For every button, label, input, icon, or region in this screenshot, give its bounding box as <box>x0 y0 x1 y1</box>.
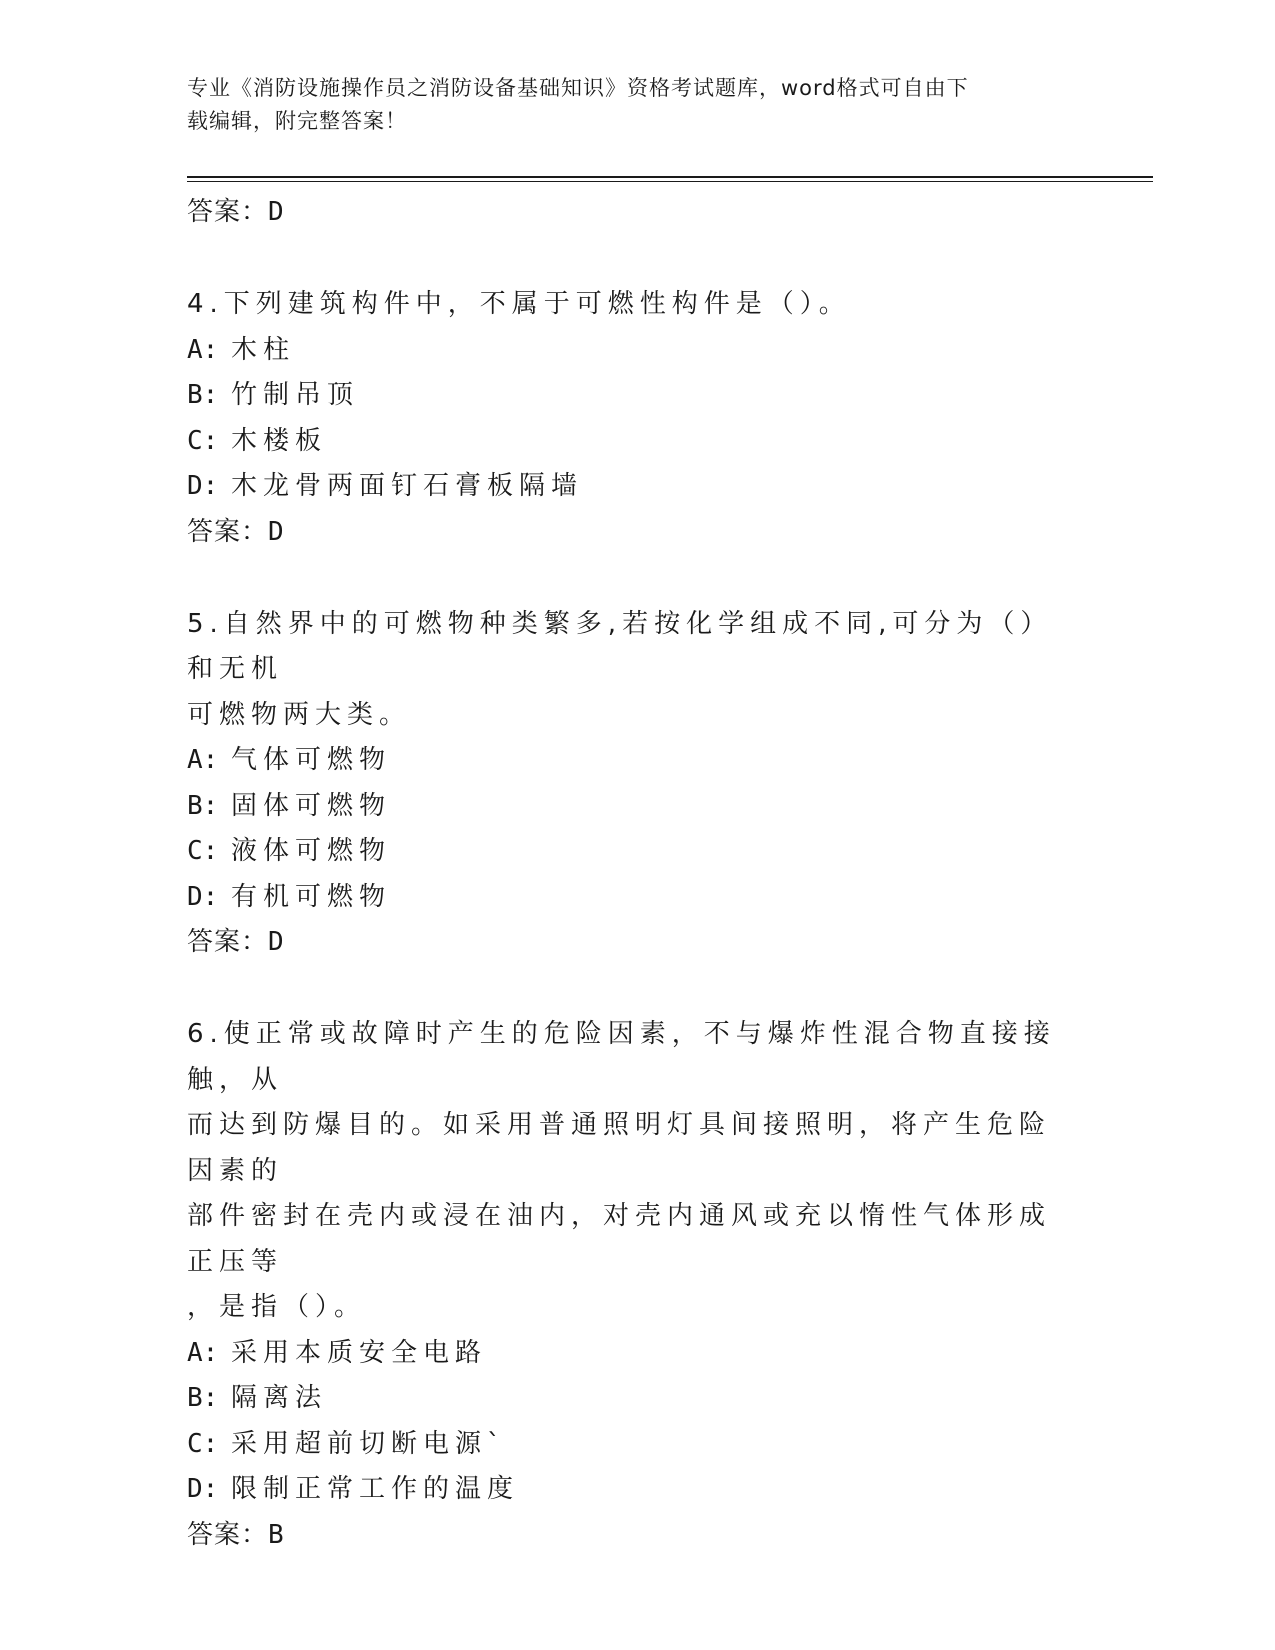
option-c <box>187 1422 1067 1468</box>
option-key: B: <box>187 1383 219 1413</box>
answer-value: D <box>268 516 285 547</box>
answer-label: 答案： <box>187 1519 269 1550</box>
option-c <box>187 829 1067 875</box>
document-header <box>187 72 1067 138</box>
option-key: B: <box>187 380 219 410</box>
prev-answer <box>187 190 1067 234</box>
option-b <box>187 373 1067 419</box>
option-text: 限制正常工作的温度 <box>231 1474 520 1504</box>
answer-label: 答案： <box>187 516 269 547</box>
answer-label: 答案： <box>187 197 269 227</box>
header-line-1: 专业《消防设施操作员之消防设备基础知识》资格考试题库，word格式可自由下 <box>187 76 969 100</box>
option-key: C: <box>187 1428 219 1459</box>
option-text: 液体可燃物 <box>231 836 392 866</box>
stem-line: ，是指（）。 <box>187 1292 367 1322</box>
question-6 <box>187 1012 1067 1557</box>
option-text: 有机可燃物 <box>231 881 392 912</box>
option-a <box>187 328 1067 374</box>
option-d <box>187 1467 1067 1513</box>
header-rule-thick <box>187 176 1153 178</box>
option-text: 木柱 <box>231 334 296 365</box>
question-5 <box>187 602 1067 965</box>
option-key: A: <box>187 745 219 775</box>
option-key: A: <box>187 1337 219 1368</box>
spacer <box>187 554 1067 602</box>
stem-line: 6.使正常或故障时产生的危险因素，不与爆炸性混合物直接接触，从 <box>187 1019 1056 1095</box>
question-answer <box>187 1513 1067 1557</box>
answer-value: D <box>268 197 285 227</box>
option-text: 采用超前切断电源` <box>231 1428 507 1459</box>
answer-value: D <box>268 927 285 957</box>
stem-line: 5.自然界中的可燃物种类繁多,若按化学组成不同,可分为（）和无机 <box>187 608 1053 684</box>
spacer <box>187 964 1067 1012</box>
option-key: D: <box>187 471 219 501</box>
option-key: C: <box>187 836 219 866</box>
option-text: 竹制吊顶 <box>231 380 360 410</box>
question-stem <box>187 282 1067 328</box>
question-content <box>187 190 1067 1557</box>
option-text: 木楼板 <box>231 425 328 456</box>
option-b <box>187 784 1067 830</box>
option-key: C: <box>187 425 219 456</box>
header-line-2: 载编辑，附完整答案！ <box>187 109 407 133</box>
question-stem <box>187 1012 1067 1331</box>
option-key: A: <box>187 334 219 365</box>
stem-line: 部件密封在壳内或浸在油内，对壳内通风或充以惰性气体形成正压等 <box>187 1201 1052 1277</box>
option-text: 气体可燃物 <box>231 745 392 775</box>
spacer <box>187 234 1067 282</box>
option-a <box>187 1331 1067 1377</box>
option-text: 隔离法 <box>231 1383 328 1413</box>
stem-line: 4.下列建筑构件中，不属于可燃性构件是（）。 <box>187 289 851 319</box>
option-text: 固体可燃物 <box>231 790 392 821</box>
option-key: B: <box>187 790 219 821</box>
stem-line: 可燃物两大类。 <box>187 699 412 730</box>
question-stem <box>187 602 1067 739</box>
option-d <box>187 464 1067 510</box>
option-key: D: <box>187 881 219 912</box>
answer-label: 答案： <box>187 927 269 957</box>
option-a <box>187 738 1067 784</box>
answer-value: B <box>268 1519 285 1550</box>
question-answer <box>187 510 1067 554</box>
option-text: 采用本质安全电路 <box>231 1337 488 1368</box>
header-rule-thin <box>187 181 1153 182</box>
stem-line: 而达到防爆目的。如采用普通照明灯具间接照明，将产生危险因素的 <box>187 1110 1052 1186</box>
option-key: D: <box>187 1474 219 1504</box>
option-text: 木龙骨两面钉石膏板隔墙 <box>231 471 584 501</box>
option-b <box>187 1376 1067 1422</box>
option-c <box>187 419 1067 465</box>
question-answer <box>187 920 1067 964</box>
question-4 <box>187 282 1067 554</box>
option-d <box>187 875 1067 921</box>
